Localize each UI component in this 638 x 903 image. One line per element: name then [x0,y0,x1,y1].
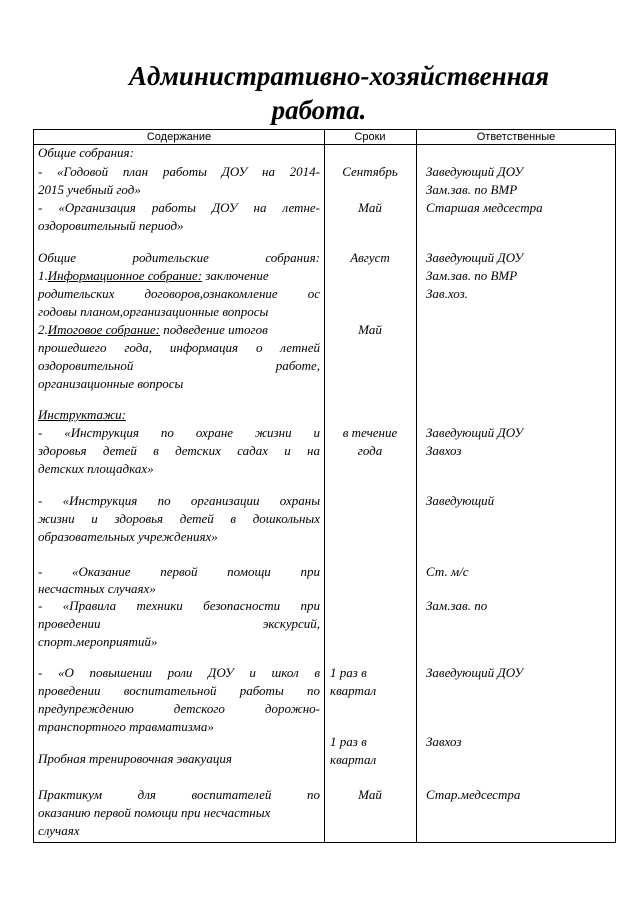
responsible-cell: Ст. м/с [426,564,469,579]
responsible-cell: Завхоз [426,734,462,749]
content-line: организационные вопросы [38,376,184,391]
term-cell: Сентябрь [342,164,398,179]
page-title-line-1: Административно-хозяйственная [129,61,549,91]
content-line: - «Годовой план работы ДОУ на 2014- [38,164,320,179]
content-line: - «Инструкция по охране жизни и [38,425,320,440]
content-line: детских площадках» [38,461,154,476]
term-cell: квартал [330,683,377,698]
content-line: оздоровительный период» [38,218,184,233]
content-line: Общие собрания: [38,145,134,160]
column-divider-1 [324,130,325,842]
term-cell: Май [358,322,382,337]
content-line: предупреждению детского дорожно- [38,701,320,716]
column-divider-2 [416,130,417,842]
content-line: - «О повышении роли ДОУ и школ в [38,665,320,680]
responsible-cell: Зам.зав. по [426,598,488,613]
responsible-cell: Зам.зав. по ВМР [426,268,518,283]
responsible-cell: Заведующий ДОУ [426,250,524,265]
content-line: Пробная тренировочная эвакуация [38,751,232,766]
content-line: годовы планом,организационные вопросы [38,304,269,319]
content-line: спорт.мероприятий» [38,634,158,649]
responsible-cell: Зав.хоз. [426,286,468,301]
term-cell: квартал [330,752,377,767]
content-line: 2.Итоговое собрание: подведение итогов [38,322,268,337]
content-line: случаях [38,823,80,838]
term-cell: Май [358,200,382,215]
content-line: 1.Информационное собрание: заключение [38,268,269,283]
content-line: несчастных случаях» [38,581,156,596]
responsible-cell: Старшая медсестра [426,200,543,215]
responsible-cell: Заведующий [426,493,495,508]
responsible-cell: Заведующий ДОУ [426,164,524,179]
content-line: оздоровительной работе, [38,358,320,373]
content-line: проведении воспитательной работы по [38,683,320,698]
term-cell: года [357,443,383,458]
content-line: жизни и здоровья детей в дошкольных [38,511,320,526]
content-line: проведении экскурсий, [38,616,320,631]
content-line: прошедшего года, информация о летней [38,340,320,355]
responsible-cell: Заведующий ДОУ [426,665,524,680]
responsible-cell: Завхоз [426,443,462,458]
term-cell: Май [358,787,382,802]
term-cell: в течение [342,425,398,440]
content-line: 2015 учебный год» [38,182,141,197]
header-responsible: Ответственные [476,131,556,143]
content-line: - «Организация работы ДОУ на летне- [38,200,320,215]
header-terms: Сроки [354,131,386,143]
content-line: транспортного травматизма» [38,719,214,734]
content-line: здоровья детей в детских садах и на [38,443,320,458]
content-line: оказанию первой помощи при несчастных [38,805,271,820]
content-line: родительских договоров,ознакомление ос [38,286,320,301]
content-line: - «Правила техники безопасности при [38,598,320,613]
responsible-cell: Стар.медсестра [426,787,521,802]
work-plan-table [33,129,616,843]
page-title-line-2: работа. [271,95,367,125]
content-line: образовательных учреждениях» [38,529,218,544]
content-line: Практикум для воспитателей по [38,787,320,802]
content-line: Инструктажи: [38,407,126,422]
term-cell: Август [350,250,390,265]
term-cell: 1 раз в [330,665,367,680]
term-cell: 1 раз в [330,734,367,749]
responsible-cell: Зам.зав. по ВМР [426,182,518,197]
content-line: - «Оказание первой помощи при [38,564,320,579]
responsible-cell: Заведующий ДОУ [426,425,524,440]
content-line: - «Инструкция по организации охраны [38,493,320,508]
header-content: Содержание [146,131,212,143]
content-line: Общие родительские собрания: [38,250,320,265]
